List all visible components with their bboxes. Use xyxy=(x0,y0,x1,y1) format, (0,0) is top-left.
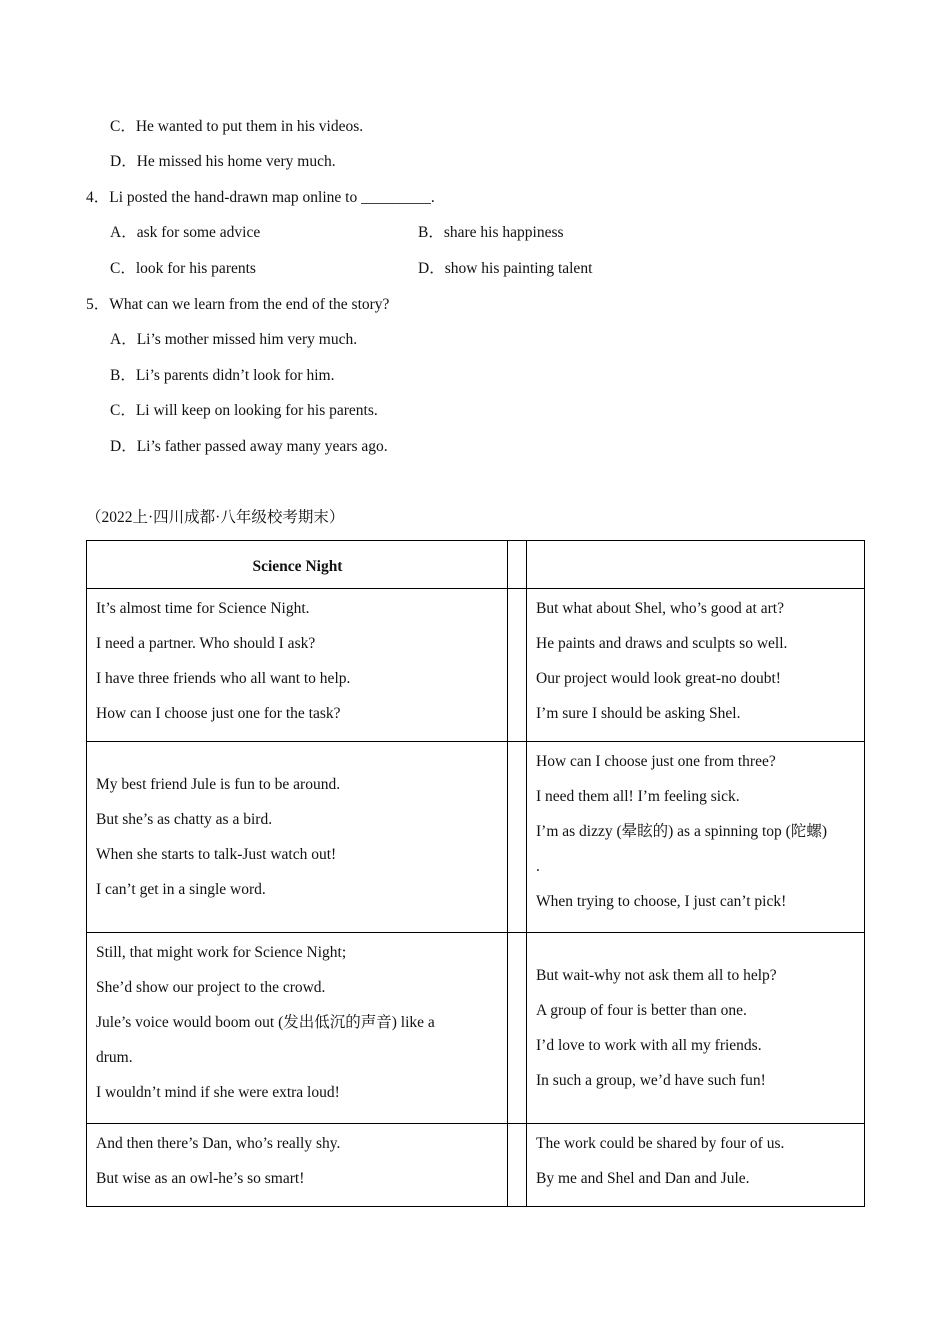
q5-option-b xyxy=(110,366,334,386)
poem-line: My best friend Jule is fun to be around. xyxy=(96,776,341,793)
q3-option-c xyxy=(110,117,363,137)
option-letter: C． xyxy=(110,260,136,277)
q4-option-c xyxy=(110,259,256,279)
option-text: He missed his home very much. xyxy=(136,153,336,170)
poem-line: drum. xyxy=(96,1049,133,1066)
question-number: 5． xyxy=(86,296,110,313)
spacer-cell xyxy=(508,1124,527,1207)
poem-line: He paints and draws and sculpts so well. xyxy=(536,635,788,652)
poem-line: Still, that might work for Science Night; xyxy=(96,944,347,961)
poem-line: A group of four is better than one. xyxy=(536,1002,747,1019)
poem-line: How can I choose just one from three? xyxy=(536,753,776,770)
question-5-stem xyxy=(86,295,389,315)
spacer-cell xyxy=(508,742,527,933)
poem-line: . xyxy=(536,858,540,875)
poem-line: She’d show our project to the crowd. xyxy=(96,979,326,996)
poem-line: I need them all! I’m feeling sick. xyxy=(536,788,740,805)
poem-line: When she starts to talk-Just watch out! xyxy=(96,846,337,863)
option-letter: B． xyxy=(418,224,444,241)
option-letter: B． xyxy=(110,367,136,384)
option-text: show his painting talent xyxy=(444,260,593,277)
q5-option-d xyxy=(110,437,388,457)
spacer-cell xyxy=(508,541,527,589)
poem-line: The work could be shared by four of us. xyxy=(536,1135,785,1152)
option-text: ask for some advice xyxy=(136,224,261,241)
poem-line: I’d love to work with all my friends. xyxy=(536,1037,762,1054)
spacer-cell xyxy=(508,589,527,742)
poem-line: When trying to choose, I just can’t pick! xyxy=(536,893,787,910)
q4-option-a xyxy=(110,223,260,243)
poem-line: How can I choose just one for the task? xyxy=(96,705,341,722)
source-note: （2022上·四川成都·八年级校考期末） xyxy=(86,509,345,526)
question-4-stem xyxy=(86,188,435,208)
option-text: Li’s parents didn’t look for him. xyxy=(135,367,335,384)
q3-option-d xyxy=(110,152,336,172)
poem-title-cell xyxy=(87,541,508,589)
option-text: Li will keep on looking for his parents. xyxy=(135,402,378,419)
q4-option-b xyxy=(418,223,564,243)
question-text: What can we learn from the end of the story? xyxy=(109,296,390,313)
poem-line: By me and Shel and Dan and Jule. xyxy=(536,1170,750,1187)
poem-row xyxy=(87,742,865,933)
option-text: Li’s father passed away many years ago. xyxy=(136,438,388,455)
poem-line: And then there’s Dan, who’s really shy. xyxy=(96,1135,341,1152)
option-text: He wanted to put them in his videos. xyxy=(135,118,364,135)
stanza-cell xyxy=(527,1124,865,1207)
option-letter: A． xyxy=(110,224,137,241)
option-letter: D． xyxy=(110,438,137,455)
poem-line: In such a group, we’d have such fun! xyxy=(536,1072,766,1089)
stanza-cell xyxy=(527,742,865,933)
stanza-cell xyxy=(527,589,865,742)
poem-line: I’m sure I should be asking Shel. xyxy=(536,705,741,722)
stanza-cell xyxy=(527,933,865,1124)
q5-option-c xyxy=(110,401,378,421)
option-text: share his happiness xyxy=(443,224,564,241)
spacer-cell xyxy=(508,933,527,1124)
option-text: look for his parents xyxy=(135,260,256,277)
poem-line: But she’s as chatty as a bird. xyxy=(96,811,273,828)
poem-line: Jule’s voice would boom out (发出低沉的声音) like a xyxy=(96,1014,435,1031)
q4-option-d xyxy=(418,259,592,279)
poem-row xyxy=(87,589,865,742)
option-letter: D． xyxy=(110,153,137,170)
option-letter: A． xyxy=(110,331,137,348)
poem-line: I’m as dizzy (晕眩的) as a spinning top (陀螺) xyxy=(536,823,827,840)
option-letter: D． xyxy=(418,260,445,277)
poem-line: But what about Shel, who’s good at art? xyxy=(536,600,784,617)
poem-line: But wait-why not ask them all to help? xyxy=(536,967,777,984)
poem-line: I need a partner. Who should I ask? xyxy=(96,635,316,652)
poem-row xyxy=(87,1124,865,1207)
poem-line: It’s almost time for Science Night. xyxy=(96,600,310,617)
stanza-cell xyxy=(87,933,508,1124)
q5-option-a xyxy=(110,330,357,350)
poem-line: But wise as an owl-he’s so smart! xyxy=(96,1170,305,1187)
empty-cell xyxy=(527,541,865,589)
poem-line: I can’t get in a single word. xyxy=(96,881,266,898)
stanza-cell xyxy=(87,1124,508,1207)
poem-title: Science Night xyxy=(252,558,343,575)
poem-line: I wouldn’t mind if she were extra loud! xyxy=(96,1084,340,1101)
question-text: Li posted the hand-drawn map online to _________. xyxy=(109,189,435,206)
option-letter: C． xyxy=(110,402,136,419)
question-number: 4． xyxy=(86,189,110,206)
stanza-cell xyxy=(87,742,508,933)
option-letter: C． xyxy=(110,118,136,135)
poem-row xyxy=(87,933,865,1124)
stanza-cell xyxy=(87,589,508,742)
poem-table xyxy=(86,540,865,1207)
poem-title-row xyxy=(87,541,865,589)
poem-line: I have three friends who all want to help. xyxy=(96,670,351,687)
option-text: Li’s mother missed him very much. xyxy=(136,331,358,348)
poem-line: Our project would look great-no doubt! xyxy=(536,670,781,687)
